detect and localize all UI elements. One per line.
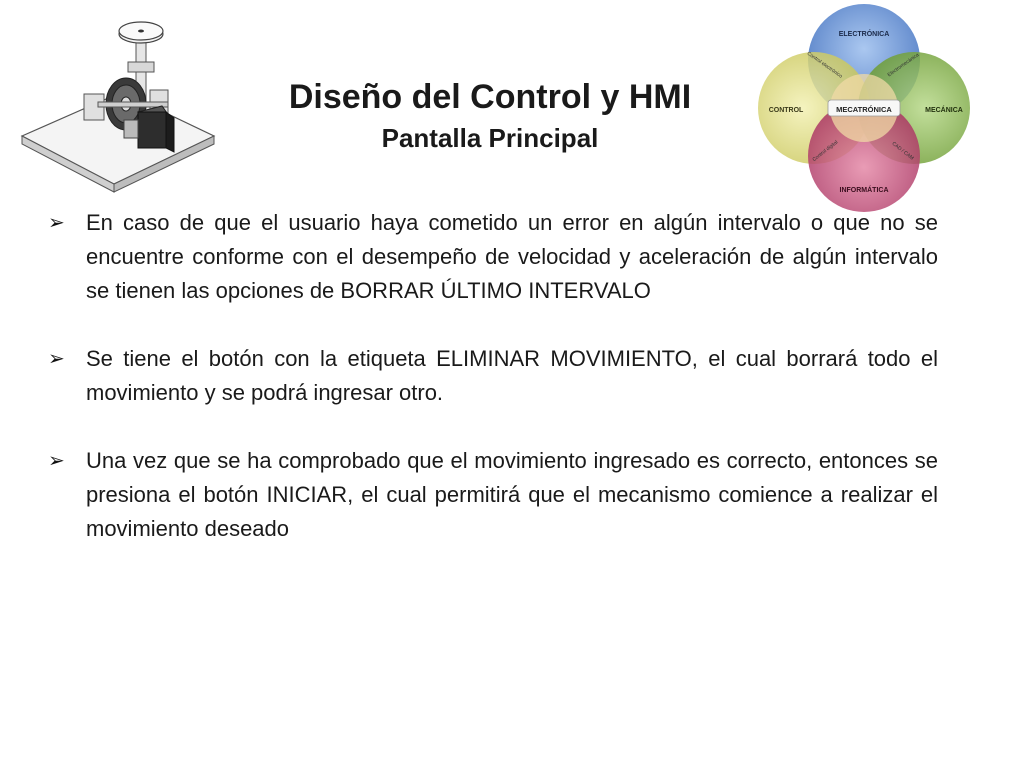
overlap-top-left-label: Control electrónico: [805, 50, 844, 80]
bullet-item: [48, 342, 938, 410]
bullet-item: [48, 206, 938, 308]
mecatronica-venn-diagram: [758, 2, 970, 214]
bullet-item: [48, 444, 938, 546]
bullet-list: [48, 206, 938, 580]
overlap-bottom-right-label: CAD / CAM: [890, 140, 915, 162]
center-label: MECATRÓNICA: [836, 105, 892, 114]
slide-subtitle: Pantalla Principal: [381, 123, 599, 153]
bullet-text: En caso de que el usuario haya cometido un error en algún intervalo o que no se encuentre conforme con el desempeño de velocidad y aceleración de algún intervalo se tienen las opciones de BORRAR ÚLTIMO INTERVALO: [86, 210, 938, 303]
mechanism-illustration: [14, 8, 220, 198]
arrowhead-bullet-icon: ➢: [48, 212, 65, 234]
bullet-text: Se tiene el botón con la etiqueta ELIMINAR MOVIMIENTO, el cual borrará todo el movimiento y se podrá ingresar otro.: [86, 346, 938, 405]
overlap-top-right-label: Electromecánica: [886, 52, 921, 79]
top-label: ELECTRÓNICA: [838, 31, 890, 38]
bullet-text: Una vez que se ha comprobado que el movimiento ingresado es correcto, entonces se presiona el botón INICIAR, el cual permitirá que el mecanismo comience a realizar el movimiento deseado: [86, 448, 938, 541]
right-label: MECÁNICA: [925, 107, 963, 114]
arrowhead-bullet-icon: ➢: [48, 450, 65, 472]
slide-title: Diseño del Control y HMI: [288, 78, 692, 116]
overlap-bottom-left-label: Control digital: [811, 139, 840, 163]
arrowhead-bullet-icon: ➢: [48, 348, 65, 370]
left-label: CONTROL: [768, 107, 804, 114]
bottom-label: INFORMÁTICA: [839, 187, 889, 194]
title-block: [230, 78, 750, 154]
